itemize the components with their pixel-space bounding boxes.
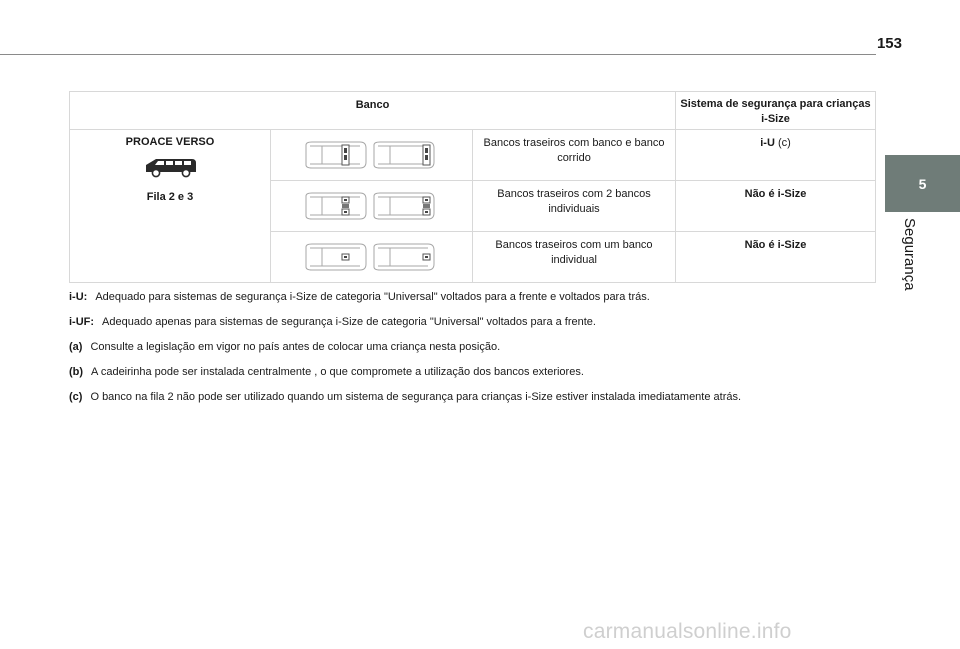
row-system (676, 181, 876, 232)
row-description: Bancos traseiros com banco e banco corrido (473, 130, 676, 181)
system-value: i-U (760, 137, 775, 149)
row-description: Bancos traseiros com um banco individual (473, 232, 676, 283)
footnote-key: i-UF: (69, 316, 95, 328)
one-individual-seat-diagram-cell (271, 232, 473, 283)
system-value: Não é i-Size (744, 239, 807, 251)
footnote (69, 365, 869, 379)
footnote-text: Adequado para sistemas de segurança i-Size de categoria "Universal" voltados para a frente e voltados para trás. (95, 291, 650, 303)
footnote-key: (a) (69, 341, 83, 353)
table-header-row (70, 92, 876, 130)
vehicle-row-label: Fila 2 e 3 (146, 191, 194, 203)
system-note-ref: (c) (774, 137, 791, 149)
bench-seat-diagram (302, 140, 442, 170)
chapter-tab[interactable] (885, 155, 960, 212)
two-individual-seats-diagram-cell (271, 181, 473, 232)
vehicle-name: PROACE VERSO (125, 136, 215, 148)
isize-seat-table (69, 91, 876, 283)
vehicle-cell (70, 130, 271, 283)
one-individual-seat-diagram (302, 242, 442, 272)
footnote-key: i-U: (69, 291, 88, 303)
page-number: 153 (876, 35, 902, 52)
footnote-text: Adequado apenas para sistemas de segurança i-Size de categoria "Universal" voltados para a frente. (102, 316, 596, 328)
footnote (69, 315, 869, 329)
chapter-number: 5 (918, 175, 927, 192)
table-row (70, 130, 876, 181)
chapter-title: Segurança (901, 218, 918, 291)
two-individual-seats-diagram (302, 191, 442, 221)
row-description: Bancos traseiros com 2 bancos individuais (473, 181, 676, 232)
footnote-text: O banco na fila 2 não pode ser utilizado quando um sistema de segurança para crianças i-Size estiver instalada imediatamente atrás. (90, 391, 742, 403)
header-rule (0, 54, 876, 55)
footnote-key: (b) (69, 366, 84, 378)
row-system (676, 232, 876, 283)
footnote-key: (c) (69, 391, 83, 403)
watermark: carmanualsonline.info (583, 620, 792, 643)
van-icon (142, 156, 198, 178)
header-system: Sistema de segurança para crianças i-Size (676, 92, 876, 130)
footnote-text: A cadeirinha pode ser instalada centralmente , o que compromete a utilização dos bancos exteriores. (91, 366, 584, 378)
row-system (676, 130, 876, 181)
footnote (69, 290, 869, 304)
bench-seat-diagram-cell (271, 130, 473, 181)
footnote (69, 390, 869, 404)
header-seat: Banco (70, 92, 676, 130)
footnote (69, 340, 869, 354)
footnote-text: Consulte a legislação em vigor no país antes de colocar uma criança nesta posição. (90, 341, 501, 353)
footnotes (69, 290, 869, 415)
system-value: Não é i-Size (744, 188, 807, 200)
